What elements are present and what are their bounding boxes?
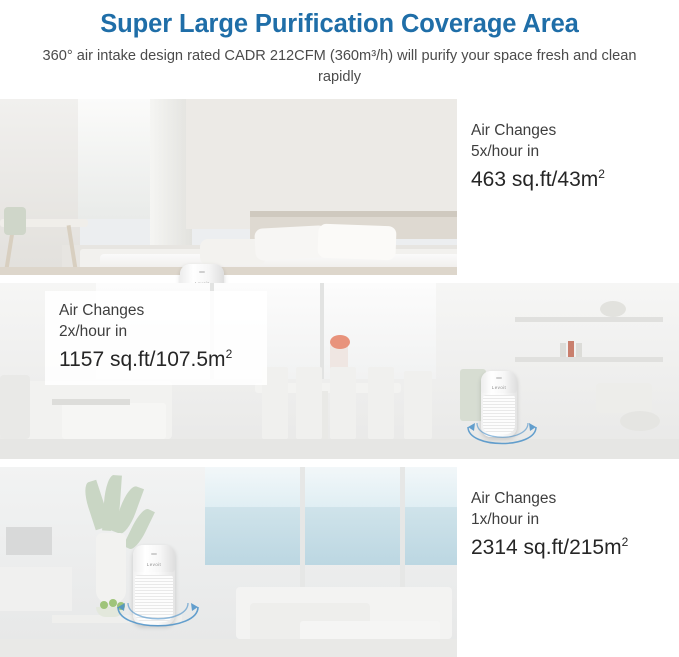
air-purifier-device-2 bbox=[481, 371, 517, 437]
device-brand-label-3: Levoit bbox=[146, 562, 162, 568]
air-changes-label-2: Air Changes bbox=[59, 301, 145, 319]
coverage-row-1 bbox=[0, 99, 679, 275]
coverage-area-value-2: 1157 sq.ft/107.5m bbox=[59, 348, 226, 372]
device-brand-label-2: Levoit bbox=[491, 385, 507, 391]
coverage-area-2 bbox=[59, 347, 253, 372]
coverage-area-sup-1: 2 bbox=[598, 167, 605, 182]
coverage-area-sup-3: 2 bbox=[621, 535, 629, 550]
coverage-area-value-3: 2314 sq.ft/215m bbox=[471, 536, 622, 560]
page-subtitle: 360° air intake design rated CADR 212CFM (360m³/h) will purify your space fresh and clean rapidly bbox=[42, 48, 637, 86]
air-purifier-device-3b bbox=[133, 545, 175, 625]
coverage-row-3 bbox=[0, 467, 679, 657]
page-title: Super Large Purification Coverage Area bbox=[100, 10, 579, 38]
row-divider-1 bbox=[0, 275, 679, 283]
coverage-label-3 bbox=[457, 467, 679, 657]
coverage-label-2 bbox=[45, 291, 267, 385]
air-changes-label-1: Air Changes bbox=[471, 121, 557, 139]
air-changes-rate-1: 5x/hour in bbox=[471, 142, 540, 160]
coverage-area-value-1: 463 sq.ft/43m bbox=[471, 168, 599, 192]
header bbox=[0, 0, 679, 99]
air-changes-rate-3: 1x/hour in bbox=[471, 510, 540, 528]
row-divider-2 bbox=[0, 459, 679, 467]
air-changes-rate-2: 2x/hour in bbox=[59, 322, 128, 340]
air-changes-label-3: Air Changes bbox=[471, 489, 557, 507]
coverage-area-3 bbox=[471, 535, 665, 560]
coverage-label-1 bbox=[457, 99, 679, 275]
coverage-area-sup-2: 2 bbox=[225, 347, 233, 362]
coverage-area-1 bbox=[471, 167, 665, 192]
coverage-row-2 bbox=[0, 283, 679, 459]
